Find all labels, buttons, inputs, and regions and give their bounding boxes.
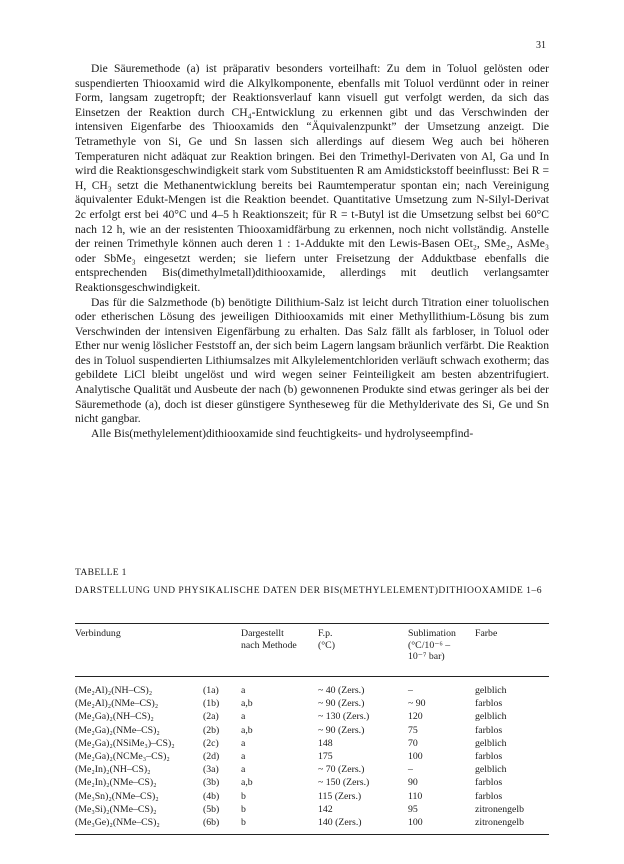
table-header-rule	[75, 676, 549, 677]
cell-label: (2d)	[203, 751, 220, 763]
header-methode: Dargestellt nach Methode	[241, 628, 297, 651]
table-row	[75, 684, 549, 697]
cell-sublimation: –	[408, 685, 413, 696]
table-row	[75, 710, 549, 723]
cell-method: b	[241, 803, 246, 815]
cell-color: zitronengelb	[475, 803, 524, 815]
cell-melting-point: ~ 150 (Zers.)	[318, 777, 370, 789]
cell-sublimation: 110	[408, 790, 423, 802]
cell-melting-point: ~ 90 (Zers.)	[318, 698, 365, 710]
cell-color: gelblich	[475, 685, 507, 696]
cell-compound: (Me₂Ga)₂(NH–CS)₂	[75, 711, 154, 723]
cell-method: a	[241, 737, 246, 749]
cell-melting-point: 140 (Zers.)	[318, 817, 362, 829]
table-row	[75, 697, 549, 710]
table-row	[75, 803, 549, 816]
cell-compound: (Me₂In)₂(NMe–CS)₂	[75, 777, 157, 789]
cell-sublimation: 100	[408, 817, 423, 829]
cell-melting-point: ~ 40 (Zers.)	[318, 685, 365, 696]
table-header	[75, 628, 549, 663]
paragraph-salt-method: Das für die Salzmethode (b) benötigte Dilithium-Salz ist leicht durch Titration einer toluolischen oder etherischen Lösung des jeweiligen Dithiooxamids mit einer Methyllithium-Lösung bis zum Verschwinden der intensiven Eigenfärbung zu erhalten. Das Salz fällt als farbloser, in Toluol oder Ether nur wenig löslicher Feststoff an, der sich beim Lagern langsam bräunlich verfärbt. Die Reaktion des in Toluol suspendierten Lithiumsalzes mit Alkylelementchloriden verläuft schwach exotherm; das gebildete LiCl bleibt ungelöst und wird wegen seiner Feinteiligkeit am besten abzentrifugiert. Analytische Qualität und Ausbeute der nach (b) gewonnenen Produkte sind etwas geringer als bei der Säuremethode (a), doch ist dieser günstigere Syntheseweg für die Methylderivate des Si, Ge und Sn nicht gangbar.	[75, 295, 549, 426]
cell-color: gelblich	[475, 737, 507, 749]
cell-color: farblos	[475, 751, 503, 763]
cell-compound: (Me₃Ge)₂(NMe–CS)₂	[75, 817, 160, 829]
table-row	[75, 750, 549, 763]
cell-label: (3a)	[203, 764, 219, 776]
table-top-rule	[75, 623, 549, 624]
cell-sublimation: 120	[408, 711, 423, 723]
table-bottom-rule	[75, 834, 549, 835]
cell-label: (1a)	[203, 685, 219, 696]
cell-method: b	[241, 817, 246, 829]
table-row	[75, 724, 549, 737]
cell-label: (2a)	[203, 711, 219, 723]
cell-compound: (Me₂In)₂(NH–CS)₂	[75, 764, 151, 776]
header-verbindung: Verbindung	[75, 628, 121, 639]
cell-sublimation: 95	[408, 803, 418, 815]
table-row	[75, 776, 549, 789]
table-row	[75, 790, 549, 803]
cell-label: (1b)	[203, 698, 220, 710]
paragraph-acid-method: Die Säuremethode (a) ist präparativ besonders vorteilhaft: Zu dem in Toluol gelösten oder suspendierten Thiooxamid wird die Alkylkomponente, ebenfalls mit Toluol verdünnt oder in reiner Form, langsam zugetropft; der Reaktionsverlauf kann visuell gut verfolgt werden, da sich das Einsetzen der Reaktion durch CH₄-Entwicklung zu erkennen gibt und das Verschwinden der intensiven Eigenfarbe des Thiooxamids den “Äquivalenzpunkt” der Umsetzung anzeigt. Die Tetramethyle von Si, Ge und Sn lassen sich allerdings auf diesem Weg auch bei höheren Temperaturen nicht adäquat zur Reaktion bringen. Bei den Trimethyl-Derivaten von Al, Ga und In wird die Reaktionsgeschwindigkeit stark vom Substituenten R am Amidstickstoff beeinflusst: Bei R = H, CH₃ setzt die Methanentwicklung bereits bei Raumtemperatur spontan ein; nach Vereinigung äquivalenter Edukt-Mengen ist die Reaktion beendet. Quantitative Umsetzung zum N-Silyl-Derivat 2c erfolgt erst bei 40°C und 4–5 h Reaktionszeit; für R = t-Butyl ist die Umsetzung selbst bei 60°C nach 12 h, wie an der resistenten Thiooxamidfärbung zu erkennen, noch nicht vollständig. Anstelle der reinen Trimethyle können auch deren 1 : 1-Addukte mit den Lewis-Basen OEt₂, SMe₂, AsMe₃ oder SbMe₃ eingesetzt werden; sie liefern unter Freisetzung der Adduktbase ebenfalls die entsprechenden Bis(dimethylmetall)dithiooxamide, allerdings mit deutlich verlangsamter Reaktionsgeschwindigkeit.	[75, 62, 549, 294]
cell-color: farblos	[475, 790, 503, 802]
cell-melting-point: 175	[318, 751, 333, 763]
table-body	[75, 684, 549, 829]
cell-label: (4b)	[203, 790, 220, 802]
table-caption: DARSTELLUNG UND PHYSIKALISCHE DATEN DER BIS(METHYLELEMENT)DITHIOOXAMIDE 1–6	[75, 585, 543, 596]
cell-melting-point: 148	[318, 737, 333, 749]
cell-method: a,b	[241, 724, 253, 736]
table-title: TABELLE 1	[75, 567, 127, 578]
cell-compound: (Me₃Si)₂(NMe–CS)₂	[75, 803, 157, 815]
cell-method: a	[241, 751, 246, 763]
body-text	[75, 62, 549, 441]
cell-color: gelblich	[475, 711, 507, 723]
cell-melting-point: 115 (Zers.)	[318, 790, 362, 802]
page-number: 31	[536, 40, 546, 51]
cell-melting-point: ~ 70 (Zers.)	[318, 764, 365, 776]
table-row	[75, 763, 549, 776]
cell-compound: (Me₂Ga)₂(NCMe₃–CS)₂	[75, 751, 170, 763]
cell-melting-point: ~ 90 (Zers.)	[318, 724, 365, 736]
cell-method: a,b	[241, 698, 253, 710]
header-fp: F.p. (°C)	[318, 628, 335, 651]
cell-melting-point: ~ 130 (Zers.)	[318, 711, 370, 723]
cell-compound: (Me₂Al)₂(NH–CS)₂	[75, 685, 153, 696]
cell-color: zitronengelb	[475, 817, 524, 829]
cell-method: a	[241, 685, 246, 696]
cell-method: a	[241, 711, 246, 723]
table-row	[75, 816, 549, 829]
cell-color: farblos	[475, 724, 503, 736]
header-farbe: Farbe	[475, 628, 498, 639]
cell-label: (5b)	[203, 803, 220, 815]
cell-compound: (Me₂Ga)₂(NMe–CS)₂	[75, 724, 160, 736]
cell-sublimation: –	[408, 764, 413, 776]
cell-compound: (Me₃Sn)₂(NMe–CS)₂	[75, 790, 159, 802]
cell-sublimation: ~ 90	[408, 698, 426, 710]
cell-label: (3b)	[203, 777, 220, 789]
cell-label: (6b)	[203, 817, 220, 829]
cell-method: b	[241, 790, 246, 802]
cell-melting-point: 142	[318, 803, 333, 815]
cell-label: (2c)	[203, 737, 219, 749]
cell-sublimation: 100	[408, 751, 423, 763]
cell-method: a	[241, 764, 246, 776]
paragraph-sensitivity: Alle Bis(methylelement)dithiooxamide sind feuchtigkeits- und hydrolyseempfind-	[91, 426, 474, 440]
cell-compound: (Me₂Ga)₂(NSiMe₃)–CS)₂	[75, 737, 175, 749]
table-row	[75, 737, 549, 750]
cell-compound: (Me₂Al)₂(NMe–CS)₂	[75, 698, 159, 710]
cell-color: gelblich	[475, 764, 507, 776]
cell-sublimation: 75	[408, 724, 418, 736]
cell-method: a,b	[241, 777, 253, 789]
cell-sublimation: 70	[408, 737, 418, 749]
cell-label: (2b)	[203, 724, 220, 736]
cell-sublimation: 90	[408, 777, 418, 789]
cell-color: farblos	[475, 777, 503, 789]
cell-color: farblos	[475, 698, 503, 710]
header-sublimation: Sublimation (°C/10⁻⁶ – 10⁻⁷ bar)	[408, 628, 456, 662]
